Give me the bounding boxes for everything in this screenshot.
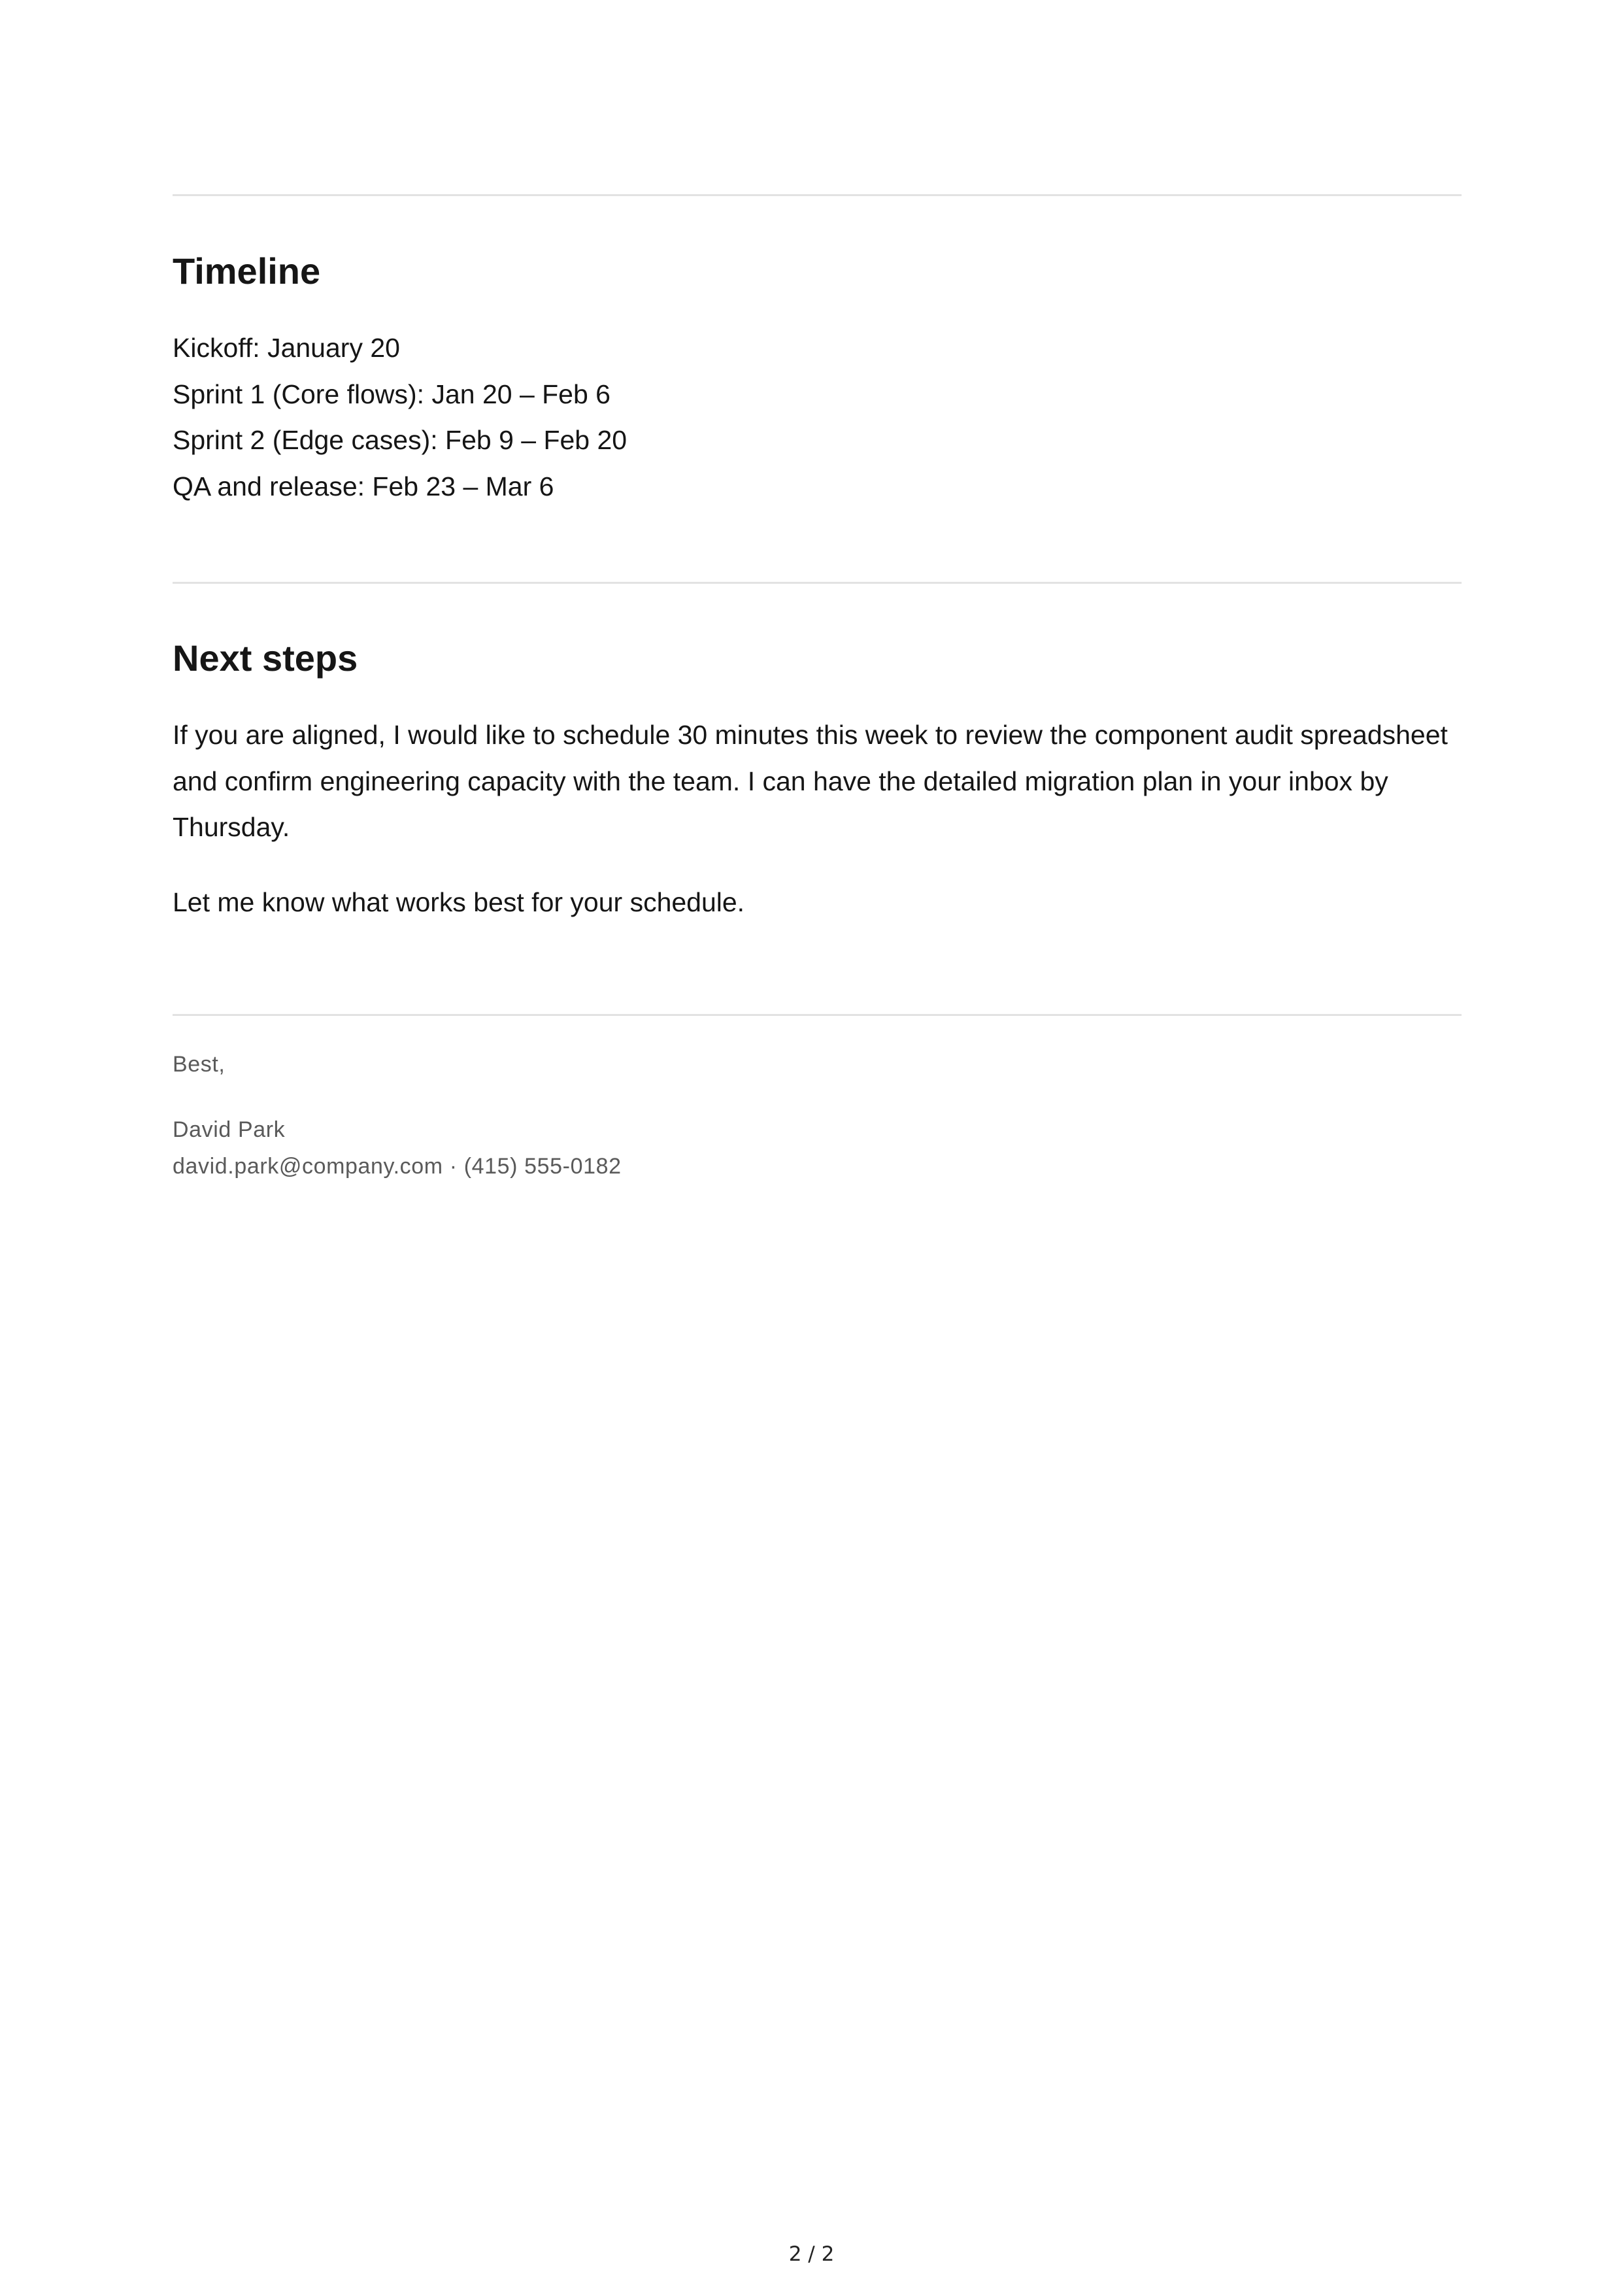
- signature-name: David Park: [173, 1117, 286, 1142]
- document-page: [173, 0, 1462, 2296]
- timeline-item: QA and release: Feb 23 – Mar 6: [173, 471, 554, 501]
- next-steps-paragraph: If you are aligned, I would like to schedule 30 minutes this week to review the component audit spreadsheet and confirm engineering capacity with the team. I can have the detailed migration plan in your inbox by Thursday.: [173, 720, 1448, 842]
- signature-divider: [173, 1014, 1462, 1016]
- timeline-heading: Timeline: [173, 250, 321, 292]
- section-divider: [173, 194, 1462, 196]
- signature-contact: david.park@company.com · (415) 555-0182: [173, 1154, 622, 1179]
- timeline-item: Sprint 1 (Core flows): Jan 20 – Feb 6: [173, 379, 611, 409]
- timeline-list: [173, 325, 627, 509]
- section-divider: [173, 582, 1462, 584]
- next-steps-paragraph: Let me know what works best for your schedule.: [173, 887, 745, 917]
- page-number: 2 / 2: [788, 2242, 835, 2266]
- timeline-item: Sprint 2 (Edge cases): Feb 9 – Feb 20: [173, 425, 627, 455]
- timeline-item: Kickoff: January 20: [173, 333, 400, 363]
- signature-closing: Best,: [173, 1052, 226, 1077]
- next-steps-heading: Next steps: [173, 637, 358, 679]
